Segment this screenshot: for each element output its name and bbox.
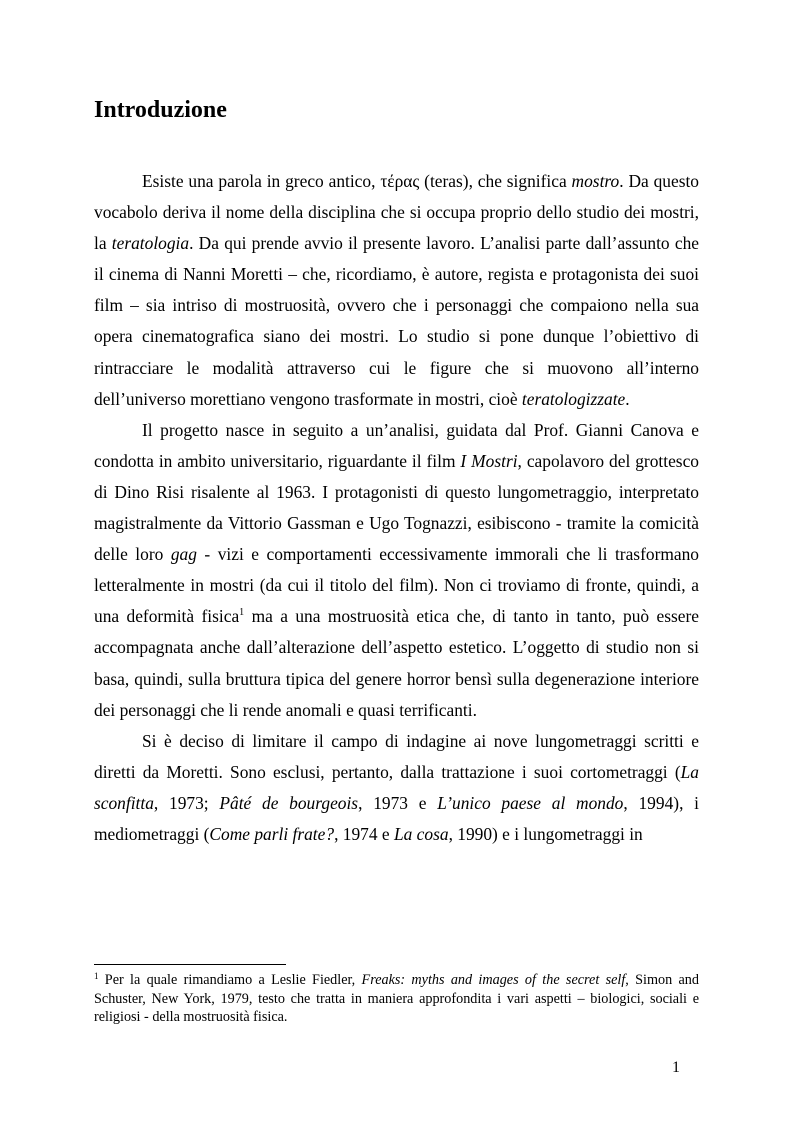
italic-term: teratologizzate	[521, 388, 626, 409]
italic-term: L’unico paese al mondo	[437, 792, 624, 813]
text-run: . Da questo vocabolo deriva il nome della disciplina che si occupa proprio dello studio dei mostri, la	[94, 171, 699, 254]
italic-term: teratologia	[111, 233, 190, 254]
page-number: 1	[672, 1059, 680, 1076]
italic-term: La cosa	[393, 823, 449, 844]
italic-term: Freaks: myths and images of the secret self	[361, 972, 626, 988]
text-run: , 1973 e	[358, 792, 438, 813]
text-run: Per la quale rimandiamo a Leslie Fiedler,	[98, 972, 362, 988]
body-text	[94, 166, 699, 850]
italic-term: I Mostri	[460, 450, 518, 471]
italic-term: mostro	[571, 171, 620, 191]
text-run: , 1974 e	[334, 823, 394, 844]
text-run: , capolavoro del grottesco di Dino Risi risalente al 1963. I protagonisti di questo lungometraggio, interpretato magistralmente da Vittorio Gassman e Ugo Tognazzi, esibiscono - tramite la comicità delle loro	[94, 450, 699, 565]
italic-term: Come parli frate?	[209, 823, 335, 844]
text-run: Esiste una parola in greco antico, τέρας (teras), che significa	[142, 171, 572, 191]
footnote	[94, 971, 699, 1027]
footnote-separator	[94, 964, 286, 965]
text-run: Si è deciso di limitare il campo di indagine ai nove lungometraggi scritti e diretti da Moretti. Sono esclusi, pertanto, dalla trattazione i suoi cortometraggi (	[94, 730, 699, 782]
paragraph	[94, 415, 699, 726]
footnote-reference: 1	[239, 607, 245, 619]
italic-term: La sconfitta	[94, 761, 699, 813]
text-run: Il progetto nasce in seguito a un’analisi, guidata dal Prof. Gianni Canova e condotta in ambito universitario, riguardante il film	[94, 419, 699, 471]
paragraph	[94, 726, 699, 850]
text-run: . Da qui prende avvio il presente lavoro. L’analisi parte dall’assunto che il cinema di Nanni Moretti – che, ricordiamo, è autore, regista e protagonista dei suoi film – sia intriso di mostruosità, ovvero che i personaggi che compaiono nella sua opera cinematografica siano dei mostri. Lo studio si pone dunque l’obiettivo di rintracciare le modalità attraverso cui le figure che si muovono all’interno dell’universo morettiano vengono trasformate in mostri, cioè	[94, 233, 699, 409]
italic-term: gag	[170, 544, 197, 565]
page-title: Introduzione	[94, 97, 227, 123]
text-run: , 1994), i mediometraggi (	[94, 792, 699, 844]
footnote-number: 1	[94, 971, 99, 981]
text-run: , Simon and Schuster, New York, 1979, testo che tratta in maniera approfondita i vari aspetti – biologici, sociali e religiosi - della mostruosità fisica.	[94, 972, 699, 1026]
text-run: - vizi e comportamenti eccessivamente immorali che li trasformano letteralmente in mostri (da cui il titolo del film). Non ci troviamo di fronte, quindi, a una deformità fisica	[94, 544, 699, 627]
text-run: , 1973;	[153, 792, 220, 813]
text-run: , 1990) e i lungometraggi in	[448, 823, 643, 844]
paragraph	[94, 166, 699, 415]
italic-term: Pâté de bourgeois	[219, 792, 359, 813]
text-run: ma a una mostruosità etica che, di tanto in tanto, può essere accompagnata anche dall’alterazione dell’aspetto estetico. L’oggetto di studio non si basa, quindi, sulla bruttura tipica del genere horror bensì sulla degenerazione interiore dei personaggi che li rende anomali e quasi terrificanti.	[94, 606, 699, 720]
text-run: .	[625, 388, 630, 409]
